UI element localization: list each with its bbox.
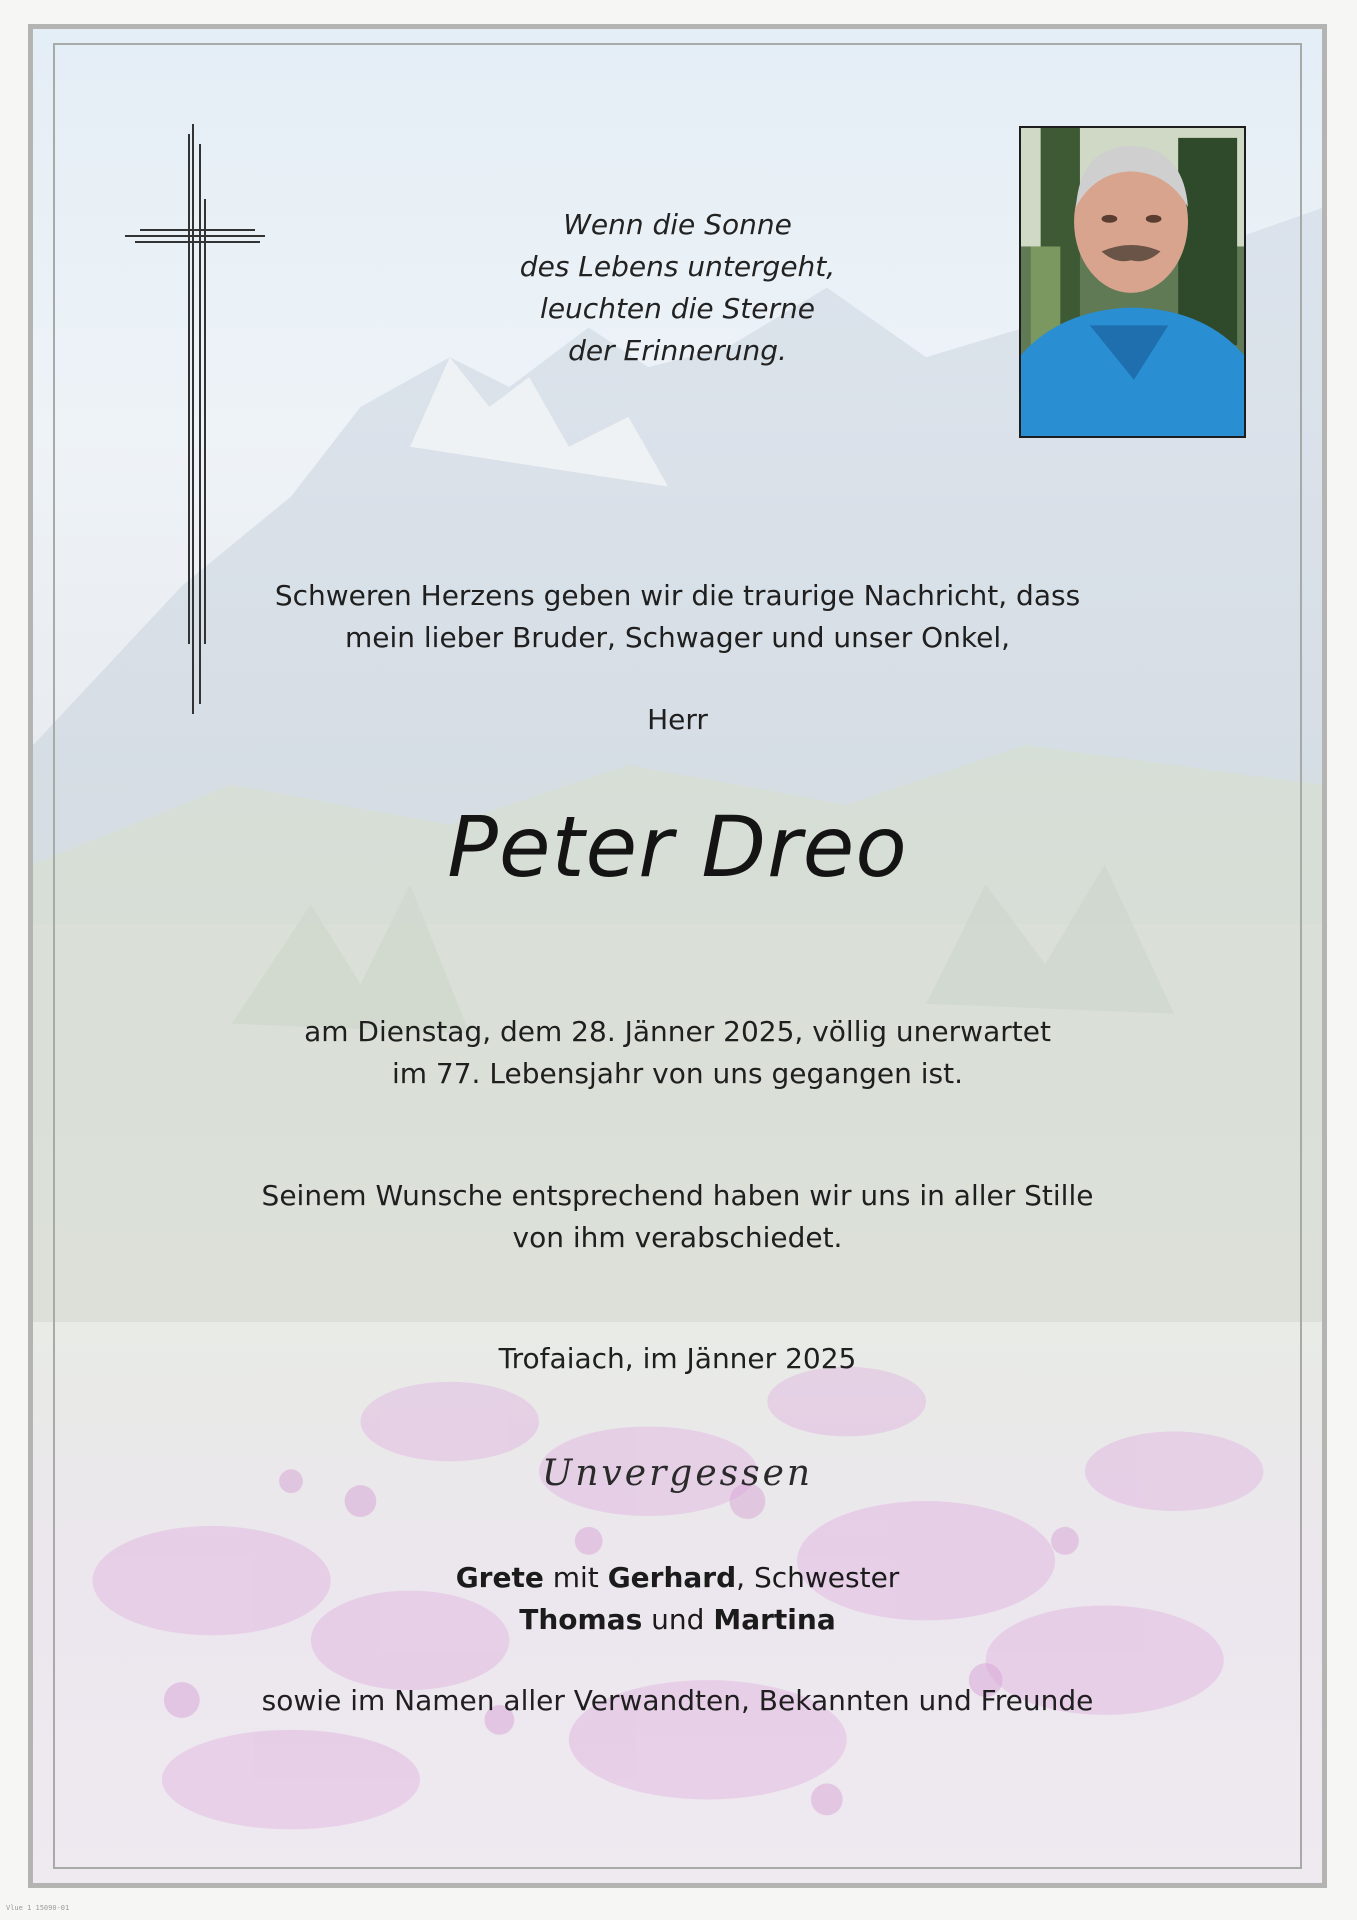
closing-line: sowie im Namen aller Verwandten, Bekannten und Freunde — [261, 1684, 1094, 1717]
memorial-motto — [33, 204, 1322, 372]
deceased-name: Peter Dreo — [447, 798, 908, 896]
mourners-line-1 — [33, 1557, 1322, 1599]
mourners-line-2 — [33, 1599, 1322, 1641]
motto-line: leuchten die Sterne — [540, 292, 815, 325]
farewell-line: Seinem Wunsche entsprechend haben wir uns in aller Stille — [261, 1179, 1094, 1212]
closing-word: Unvergessen — [541, 1453, 814, 1494]
mourner-name: Thomas — [519, 1603, 643, 1636]
motto-line: Wenn die Sonne — [563, 208, 792, 241]
mourner-joiner: mit — [543, 1561, 608, 1594]
salutation: Herr — [647, 703, 708, 736]
death-line: im 77. Lebensjahr von uns gegangen ist. — [391, 1057, 964, 1090]
place-and-date: Trofaiach, im Jänner 2025 — [498, 1342, 857, 1375]
farewell-text — [33, 1175, 1322, 1259]
farewell-line: von ihm verabschiedet. — [512, 1221, 843, 1254]
announcement-line: Schweren Herzens geben wir die traurige Nachricht, dass — [274, 579, 1081, 612]
motto-line: des Lebens untergeht, — [519, 250, 836, 283]
footer-code: Vlue 1 15090-01 — [6, 1904, 70, 1912]
mourner-relation: , Schwester — [736, 1561, 900, 1594]
motto-line: der Erinnerung. — [568, 334, 787, 367]
mourner-name: Gerhard — [607, 1561, 737, 1594]
death-line: am Dienstag, dem 28. Jänner 2025, völlig unerwartet — [304, 1015, 1051, 1048]
mourner-joiner: und — [642, 1603, 714, 1636]
mourner-name: Martina — [713, 1603, 836, 1636]
mourners-list — [33, 1557, 1322, 1641]
obituary-card — [28, 24, 1327, 1888]
mourner-name: Grete — [455, 1561, 544, 1594]
announcement-text — [33, 575, 1322, 659]
announcement-line: mein lieber Bruder, Schwager und unser Onkel, — [344, 621, 1011, 654]
death-notice-text — [33, 1011, 1322, 1095]
